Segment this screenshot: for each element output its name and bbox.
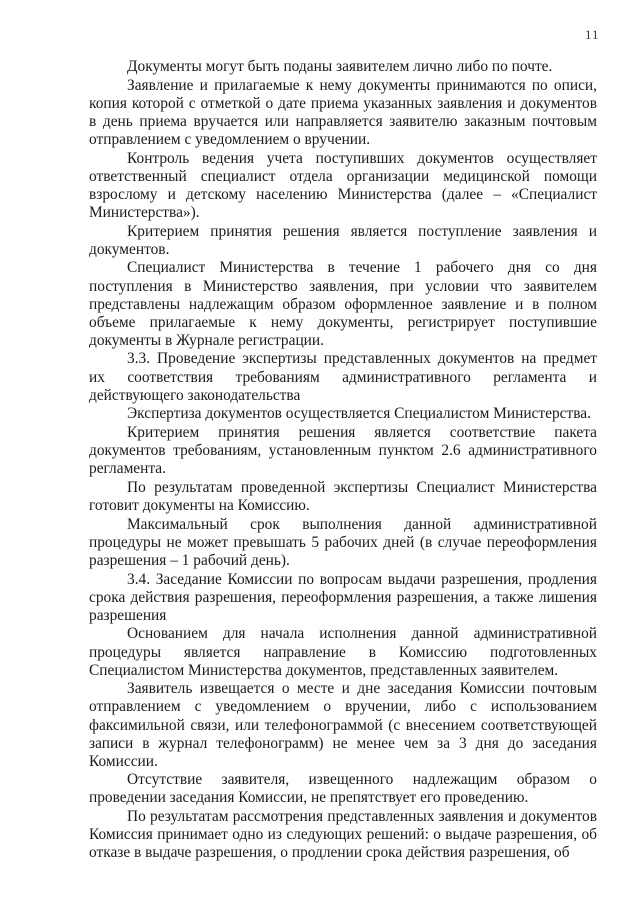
paragraph-decision-criterion-compliance: Критерием принятия решения является соответствие пакета документов требованиям, установленным пунктом 2.6 административного регламента. [89, 424, 597, 478]
document-body [89, 58, 597, 863]
paragraph-expertise-by-specialist: Экспертиза документов осуществляется Специалистом Министерства. [127, 405, 591, 423]
paragraph-grounds-for-procedure: Основанием для начала исполнения данной административной процедуры является направление в Комиссию подготовленных Специалистом Министерства документов, представленных заявителем. [89, 625, 597, 679]
paragraph-max-duration: Максимальный срок выполнения данной административной процедуры не может превышать 5 рабочих дней (в случае переоформления разрешения – 1 рабочий день). [89, 515, 597, 569]
paragraph-applicant-absence: Отсутствие заявителя, извещенного надлежащим образом о проведении заседания Комиссии, не препятствует его проведению. [89, 771, 597, 807]
paragraph-records-control: Контроль ведения учета поступивших документов осуществляет ответственный специалист отдела организации медицинской помощи взрослому и детскому населению Министерства (далее – «Специалист Министерства»). [89, 149, 597, 221]
paragraph-submission-method: Документы могут быть поданы заявителем лично либо по почте. [127, 58, 553, 75]
paragraph-applicant-notification: Заявитель извещается о месте и дне заседания Комиссии почтовым отправлением с уведомлением о вручении, либо с использованием факсимильной связи, или телефонограммой (с внесением соответствующей записи в журнал телефонограмм) не менее чем за 3 дня до заседания Комиссии. [89, 680, 597, 770]
paragraph-acceptance-by-inventory: Заявление и прилагаемые к нему документы принимаются по описи, копия которой с отметкой о дате приема указанных заявления и документов в день приема вручается или направляется заявителю заказным почтовым отправлением с уведомлением о вручении. [89, 76, 597, 148]
section-heading-3-3: 3.3. Проведение экспертизы представленных документов на предмет их соответствия требованиям административного регламента и действующего законодательства [89, 350, 597, 404]
paragraph-preparation-for-commission: По результатам проведенной экспертизы Специалист Министерства готовит документы на Комиссию. [89, 478, 597, 514]
paragraph-decision-criterion-receipt: Критерием принятия решения является поступление заявления и документов. [89, 222, 597, 258]
paragraph-registration: Специалист Министерства в течение 1 рабочего дня со дня поступления в Министерство заявления, при условии что заявителем представлены надлежащим образом оформленное заявление и в полном объеме прилагаемые к нему документы, регистрирует поступившие документы в Журнале регистрации. [89, 259, 597, 349]
section-heading-3-4: 3.4. Заседание Комиссии по вопросам выдачи разрешения, продления срока действия разрешения, переоформления разрешения, а также лишения разрешения [89, 570, 597, 624]
page-number: 11 [585, 27, 600, 42]
paragraph-commission-decisions: По результатам рассмотрения представленных заявления и документов Комиссия принимает одно из следующих решений: о выдаче разрешения, об отказе в выдаче разрешения, о продлении срока действия разрешения, об [89, 808, 597, 862]
